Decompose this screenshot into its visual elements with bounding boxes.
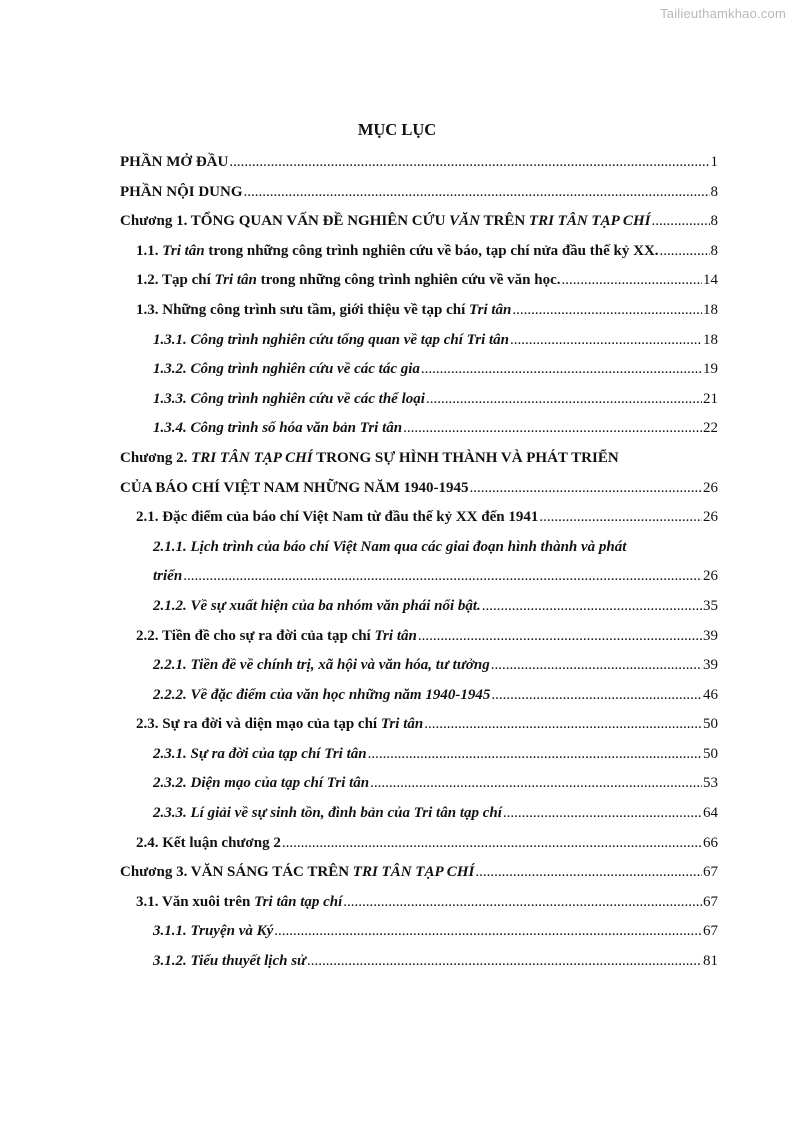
toc-leader-dots [229, 148, 709, 178]
toc-page-number: 22 [703, 420, 718, 437]
toc-entry-title-part: 3.1.1. Truyện và Ký [153, 923, 274, 940]
toc-entry-title-part: 1.3.4. Công trình số hóa văn bản Tri tân [153, 420, 403, 437]
toc-leader-dots [660, 237, 710, 267]
toc-leader-dots [183, 562, 702, 592]
toc-entry-title-part: Tri tân [374, 627, 417, 644]
toc-leader-dots [482, 592, 702, 622]
toc-page-number: 18 [703, 331, 718, 348]
toc-entry-title-part: 2.1.2. Về sự xuất hiện của ba nhóm văn phái nổi bật. [153, 597, 481, 614]
toc-entry[interactable] [120, 444, 718, 474]
toc-page-number: 1 [710, 154, 718, 170]
toc-entry[interactable] [120, 148, 718, 178]
toc-entry-title-part: Tri tân [162, 242, 205, 259]
toc-leader-dots [469, 474, 702, 504]
toc-page-number: 53 [703, 775, 718, 792]
toc-entry-title-part: Tri tân [469, 301, 512, 318]
toc-page-number: 26 [703, 509, 718, 526]
toc-entry-title-part: 2.2.2. Về đặc điểm của văn học những năm 1940-1945 [153, 686, 491, 703]
toc-entry-title-part: PHẦN NỘI DUNG [120, 183, 243, 200]
toc-entry-title [120, 858, 474, 888]
toc-entry-title-part: triển [153, 568, 183, 585]
toc-entry[interactable] [120, 296, 718, 326]
toc-page-number: 50 [703, 716, 718, 733]
toc-leader-dots [370, 769, 702, 799]
toc-entry[interactable] [120, 385, 718, 415]
toc-entry[interactable] [120, 710, 718, 740]
toc-leader-dots [244, 178, 710, 208]
toc-entry[interactable] [120, 947, 718, 977]
toc-entry[interactable] [120, 829, 718, 859]
watermark: Tailieuthamkhao.com [660, 6, 786, 21]
toc-page-number: 26 [703, 568, 718, 585]
toc-entry[interactable] [120, 562, 718, 592]
toc-entry-title-part: 1.3.1. Công trình nghiên cứu tổng quan về tạp chí Tri tân [153, 331, 510, 348]
toc-entry-title-part: 2.4. Kết luận chương 2 [136, 834, 281, 851]
toc-entry-title [120, 474, 468, 504]
toc-entry[interactable] [120, 503, 718, 533]
toc-leader-dots [307, 947, 702, 977]
toc-entry-title-part: 3.1.2. Tiểu thuyết lịch sử [153, 953, 307, 970]
page-title: MỤC LỤC [357, 120, 437, 139]
toc-entry-title-part: Chương 3. VĂN SÁNG TÁC TRÊN [120, 864, 353, 881]
toc-leader-dots [426, 385, 702, 415]
toc-entry-title [153, 414, 402, 444]
toc-page-number: 35 [703, 597, 718, 614]
toc-entry[interactable] [120, 622, 718, 652]
toc-entry-title [136, 503, 538, 533]
toc-entry-title-part: TRÊN [480, 213, 529, 230]
toc-entry-title-part: 1.1. [136, 242, 163, 259]
toc-entry[interactable] [120, 237, 718, 267]
toc-entry-title [136, 888, 342, 918]
toc-page-number: 67 [703, 864, 718, 881]
toc-page-number: 8 [710, 183, 718, 200]
toc-leader-dots [343, 888, 702, 918]
toc-entry-title-part: Tri tân tạp chí [254, 893, 343, 910]
toc-leader-dots [512, 296, 702, 326]
toc-leader-dots [539, 503, 702, 533]
toc-entry-title [153, 326, 509, 356]
toc-page-number: 26 [703, 479, 718, 496]
toc-entry-title-part: 2.1. Đặc điểm của báo chí Việt Nam từ đầu thế kỷ XX đến 1941 [136, 509, 539, 526]
toc-leader-dots [475, 858, 702, 888]
toc-page-number: 67 [703, 923, 718, 940]
toc-leader-dots [274, 917, 702, 947]
toc-entry-title [153, 740, 367, 770]
toc-entry-title-part: 2.3.1. Sự ra đời của tạp chí Tri tân [153, 745, 367, 762]
toc-page-number: 67 [703, 893, 718, 910]
toc-entry[interactable] [120, 474, 718, 504]
toc-entry[interactable] [120, 681, 718, 711]
toc-entry-title [153, 355, 420, 385]
toc-entry[interactable] [120, 326, 718, 356]
toc-entry-title [120, 178, 243, 208]
toc-leader-dots [424, 710, 702, 740]
toc-page-number: 81 [703, 953, 718, 970]
toc-entry-title-part: trong những công trình nghiên cứu về văn học. [256, 272, 561, 289]
toc-entry-title-part: 1.3.3. Công trình nghiên cứu về các thể loại [153, 390, 425, 407]
toc-entry-title [153, 592, 481, 622]
toc-entry-title-part: 2.2.1. Tiền đề về chính trị, xã hội và văn hóa, tư tưởng [153, 657, 490, 674]
toc-entry-title [120, 148, 228, 178]
toc-leader-dots [651, 207, 709, 237]
toc-entry-title-part: CỦA BÁO CHÍ VIỆT NAM NHỮNG NĂM 1940-1945 [120, 479, 469, 496]
toc-entry[interactable] [120, 858, 718, 888]
toc-entry-title-part: TRI TÂN TẠP CHÍ [528, 213, 651, 230]
toc-entry[interactable] [120, 207, 718, 237]
toc-page-number: 18 [703, 301, 718, 318]
toc-page-number: 66 [703, 834, 718, 851]
toc-entry-title [153, 769, 369, 799]
toc-page-number: 19 [703, 361, 718, 378]
toc-entry-title-part: 3.1. Văn xuôi trên [136, 893, 255, 910]
toc-page-number: 46 [703, 686, 718, 703]
toc-entry-title-part: 1.2. Tạp chí [136, 272, 215, 289]
toc-leader-dots [421, 355, 702, 385]
toc-entry-title-part: trong những công trình nghiên cứu về báo, tạp chí nửa đầu thế kỷ XX. [204, 242, 659, 259]
toc-entry[interactable] [120, 414, 718, 444]
toc-entry-title [153, 681, 490, 711]
toc-entry[interactable] [120, 799, 718, 829]
toc-entry[interactable] [120, 651, 718, 681]
toc-entry-title-part: TRI TÂN TẠP CHÍ [352, 864, 475, 881]
toc-entry-title-part: Chương 1. TỔNG QUAN VẤN ĐỀ NGHIÊN CỨU [120, 213, 450, 230]
toc-entry-title-part: Tri tân [380, 716, 424, 733]
toc-leader-dots [562, 266, 703, 296]
toc-page-number: 64 [703, 805, 718, 822]
toc-leader-dots [491, 651, 702, 681]
toc-leader-dots [503, 799, 702, 829]
toc-entry-title [136, 266, 561, 296]
toc-entry-title [153, 562, 182, 592]
toc-entry[interactable] [120, 888, 718, 918]
toc-entry-title-part: 2.2. Tiền đề cho sự ra đời của tạp chí [136, 627, 375, 644]
toc-page-number: 39 [703, 657, 718, 674]
toc-entry-title [153, 385, 425, 415]
toc-entry-title [136, 622, 417, 652]
toc-entry-title-part: VĂN [449, 213, 480, 230]
toc-entry-title-part: 2.1.1. Lịch trình của báo chí Việt Nam qua các giai đoạn hình thành và phát [153, 538, 627, 555]
toc-entry-title [153, 947, 306, 977]
toc-leader-dots [418, 622, 702, 652]
toc-entry-title [153, 651, 490, 681]
toc-entry-title-part: 2.3.2. Diện mạo của tạp chí Tri tân [153, 775, 370, 792]
toc-entry-title-part: TRONG SỰ HÌNH THÀNH VÀ PHÁT TRIỂN [312, 449, 619, 466]
toc-entry[interactable] [120, 917, 718, 947]
toc-page-number: 39 [703, 627, 718, 644]
toc-entry-title-part: Tri tân [214, 272, 257, 289]
toc-entry-title-part: 2.3.3. Lí giải về sự sinh tồn, đình bản của Tri tân tạp chí [153, 805, 502, 822]
toc-entry-title [136, 829, 281, 859]
toc-leader-dots [282, 829, 702, 859]
table-of-contents [120, 148, 718, 977]
toc-page-number: 8 [710, 242, 718, 259]
toc-leader-dots [368, 740, 702, 770]
toc-entry-title [136, 296, 511, 326]
toc-entry-title [153, 917, 273, 947]
toc-entry-title [153, 799, 502, 829]
toc-leader-dots [491, 681, 702, 711]
toc-entry-title [153, 533, 626, 563]
toc-entry-title [136, 710, 423, 740]
toc-entry-title-part: PHẦN MỞ ĐẦU [120, 154, 229, 170]
toc-entry-title-part: TRI TÂN TẠP CHÍ [191, 449, 313, 466]
toc-leader-dots [403, 414, 702, 444]
toc-page-number: 8 [710, 213, 718, 230]
toc-entry[interactable] [120, 592, 718, 622]
toc-entry[interactable] [120, 533, 718, 563]
toc-page-number: 50 [703, 745, 718, 762]
toc-entry-title-part: 1.3. Những công trình sưu tầm, giới thiệu về tạp chí [136, 301, 470, 318]
toc-entry-title-part: 2.3. Sự ra đời và diện mạo của tạp chí [136, 716, 381, 733]
toc-entry[interactable] [120, 769, 718, 799]
toc-entry-title [120, 207, 650, 237]
toc-entry[interactable] [120, 266, 718, 296]
toc-entry-title [120, 444, 619, 474]
toc-entry[interactable] [120, 355, 718, 385]
toc-leader-dots [510, 326, 702, 356]
toc-entry-title-part: 1.3.2. Công trình nghiên cứu về các tác gia [153, 361, 420, 378]
toc-entry-title [136, 237, 659, 267]
toc-page-number: 14 [703, 272, 718, 289]
toc-entry[interactable] [120, 740, 718, 770]
toc-entry[interactable] [120, 178, 718, 208]
toc-page-number: 21 [703, 390, 718, 407]
toc-entry-title-part: Chương 2. [120, 449, 192, 466]
